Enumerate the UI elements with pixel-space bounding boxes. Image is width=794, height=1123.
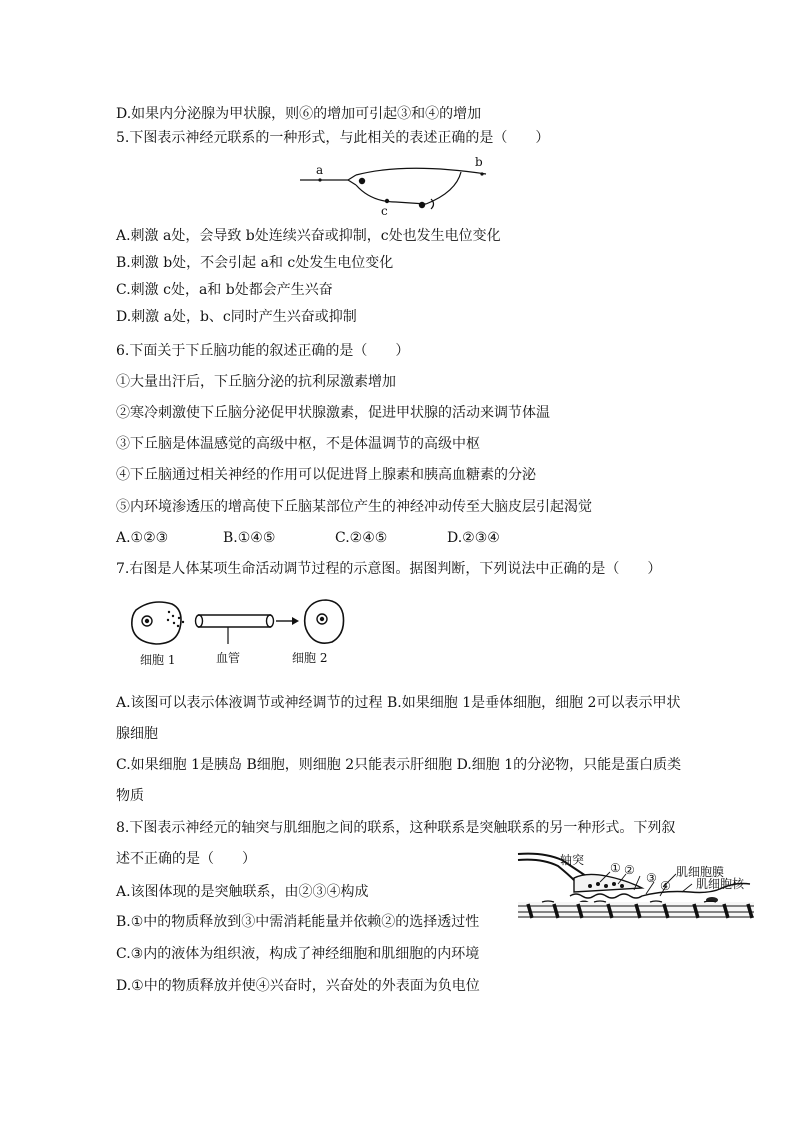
q5-option-a: A.刺激 a处，会导致 b处连续兴奋或抑制，c处也发生电位变化 — [116, 228, 501, 244]
q6-statement-4: ④下丘脑通过相关神经的作用可以促进肾上腺素和胰高血糖素的分泌 — [116, 467, 536, 483]
q6-choices — [116, 528, 500, 548]
fig5-label-a: a — [316, 163, 324, 177]
fig7-vessel-label: 血管 — [216, 651, 241, 665]
q6-stem: 6.下面关于下丘脑功能的叙述正确的是（ ） — [116, 343, 410, 359]
neuromuscular-junction-figure — [514, 846, 759, 922]
q6-statement-3: ③下丘脑是体温感觉的高级中枢，不是体温调节的高级中枢 — [116, 436, 480, 452]
fig8-label-1: ① — [610, 861, 621, 875]
hormone-transport-figure — [126, 596, 366, 670]
neuron-connection-figure — [296, 152, 496, 220]
fig8-nucleus-label: 肌细胞核 — [696, 877, 745, 891]
fig8-membrane-label: 肌细胞膜 — [676, 865, 725, 879]
q8-option-d: D.①中的物质释放并使④兴奋时，兴奋处的外表面为负电位 — [116, 978, 480, 994]
q5-stem: 5.下图表示神经元联系的一种形式，与此相关的表述正确的是（ ） — [116, 130, 550, 146]
q5-option-d: D.刺激 a处，b、c同时产生兴奋或抑制 — [116, 309, 357, 325]
fig7-cell1-label: 细胞 1 — [140, 653, 176, 667]
q6-choice-c: C.②④⑤ — [335, 530, 388, 546]
fig8-label-3: ③ — [646, 871, 657, 885]
q8-stem-line-1: 8.下图表示神经元的轴突与肌细胞之间的联系，这种联系是突触联系的另一种形式。下列叙 — [116, 820, 676, 836]
q7-line-4: 物质 — [116, 788, 144, 804]
fig5-label-b: b — [475, 155, 483, 169]
q6-choice-b: B.①④⑤ — [223, 530, 276, 546]
q5-option-b: B.刺激 b处，不会引起 a和 c处发生电位变化 — [116, 255, 394, 271]
fig8-axon-label: 轴突 — [560, 853, 585, 867]
q8-option-c: C.③内的液体为组织液，构成了神经细胞和肌细胞的内环境 — [116, 946, 480, 962]
q4-option-d: D.如果内分泌腺为甲状腺，则⑥的增加可引起③和④的增加 — [116, 106, 482, 122]
fig8-label-4: ④ — [660, 879, 671, 893]
fig8-label-2: ② — [624, 863, 635, 877]
q6-statement-2: ②寒冷刺激使下丘脑分泌促甲状腺激素，促进甲状腺的活动来调节体温 — [116, 405, 550, 421]
fig7-cell2-label: 细胞 2 — [292, 651, 328, 665]
q5-option-c: C.刺激 c处，a和 b处都会产生兴奋 — [116, 282, 333, 298]
q8-option-a: A.该图体现的是突触联系，由②③④构成 — [116, 884, 369, 900]
q8-option-b: B.①中的物质释放到③中需消耗能量并依赖②的选择透过性 — [116, 914, 480, 930]
q6-statement-1: ①大量出汗后，下丘脑分泌的抗利尿激素增加 — [116, 374, 396, 390]
q6-choice-d: D.②③④ — [447, 530, 500, 546]
q7-line-1: A.该图可以表示体液调节或神经调节的过程 B.如果细胞 1是垂体细胞，细胞 2可以表示甲状 — [116, 695, 681, 711]
q7-stem: 7.右图是人体某项生命活动调节过程的示意图。据图判断，下列说法中正确的是（ ） — [116, 561, 662, 577]
q7-line-3: C.如果细胞 1是胰岛 B细胞，则细胞 2只能表示肝细胞 D.细胞 1的分泌物，只能是蛋白质类 — [116, 757, 682, 773]
q6-statement-5: ⑤内环境渗透压的增高使下丘脑某部位产生的神经冲动传至大脑皮层引起渴觉 — [116, 499, 592, 515]
q7-line-2: 腺细胞 — [116, 726, 158, 742]
q6-choice-a: A.①②③ — [116, 530, 169, 546]
q8-stem-line-2: 述不正确的是（ ） — [116, 851, 256, 867]
fig5-label-c: c — [381, 204, 388, 218]
